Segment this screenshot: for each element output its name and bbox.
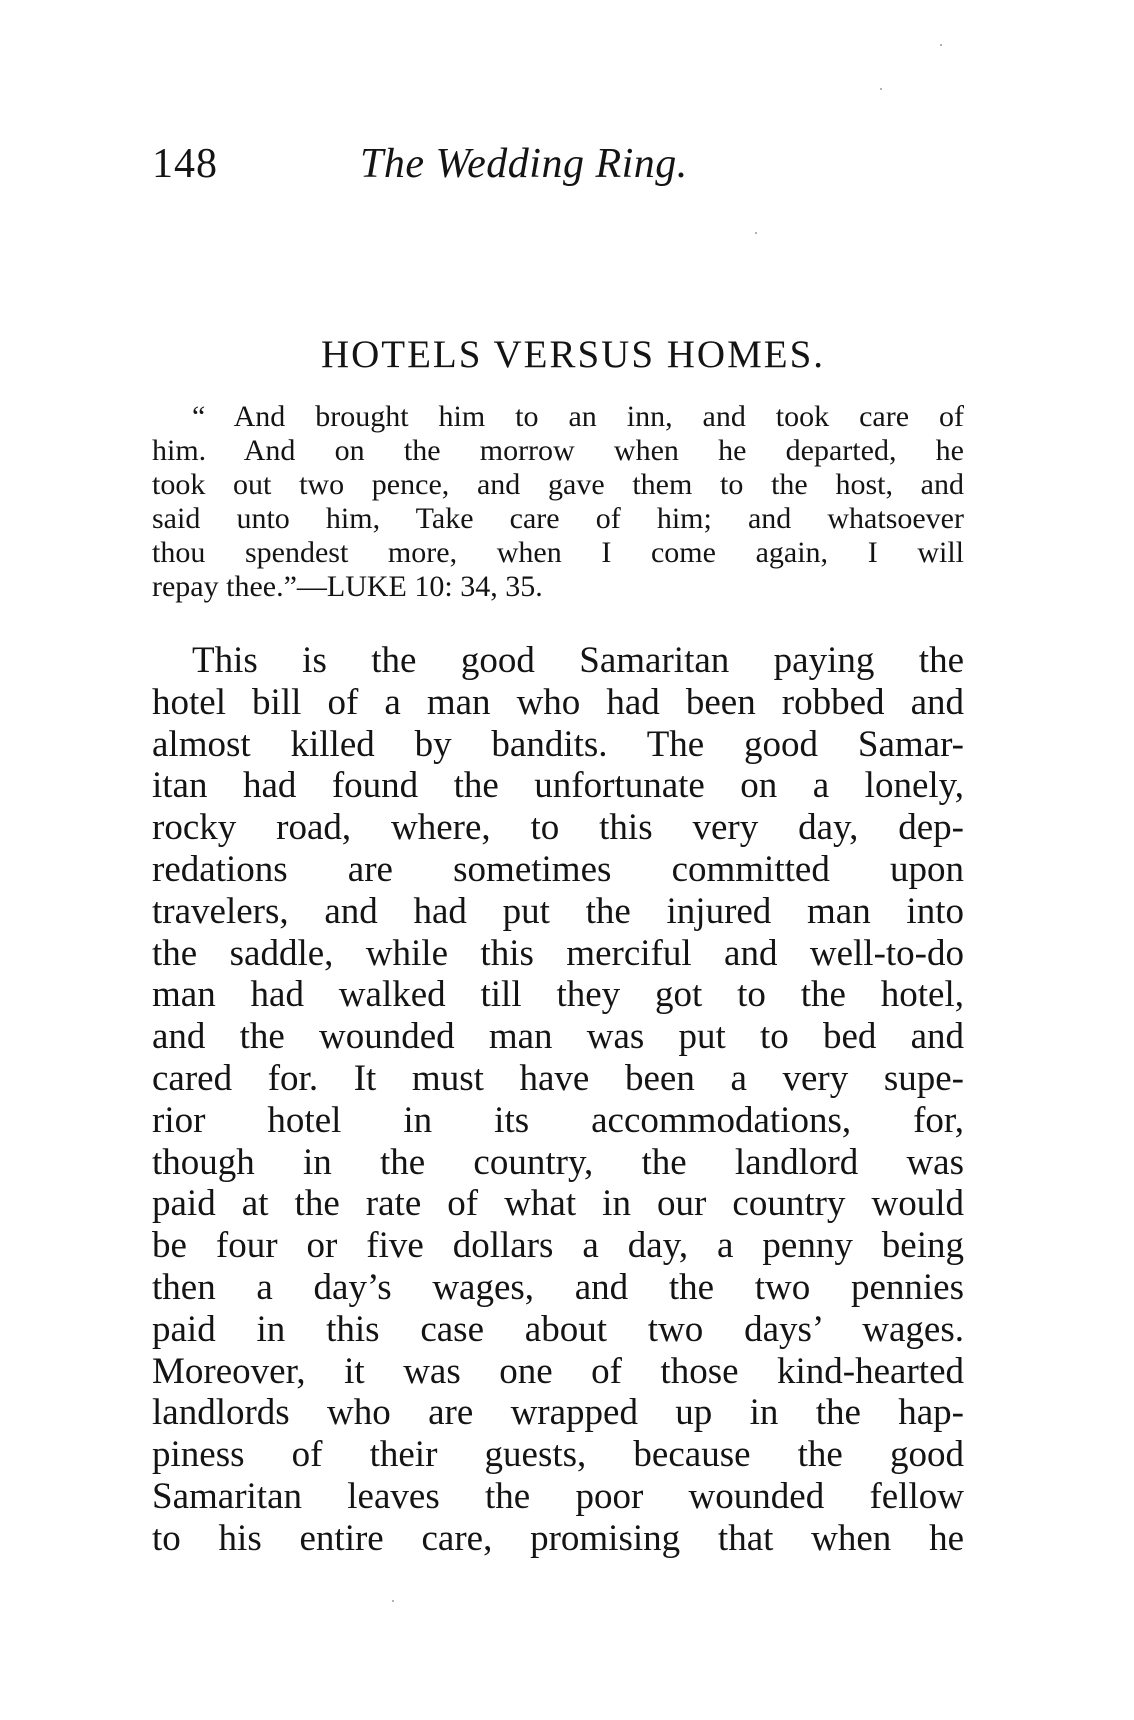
epigraph-line: thou spendest more, when I come again, I will (152, 536, 964, 569)
body-line: be four or five dollars a day, a penny being (152, 1225, 964, 1267)
epigraph (152, 400, 964, 604)
body-line: though in the country, the landlord was (152, 1141, 964, 1183)
body-paragraph (152, 640, 964, 1560)
body-line: paid in this case about two days’ wages. (152, 1308, 964, 1350)
page-number: 148 (152, 141, 218, 187)
scan-speck (940, 44, 942, 46)
body-line: Samaritan leaves the poor wounded fellow (152, 1475, 964, 1517)
page-header (152, 140, 972, 200)
body-line: and the wounded man was put to bed and (152, 1016, 964, 1058)
scan-speck (755, 232, 757, 234)
epigraph-line: “ And brought him to an inn, and took care of (192, 400, 964, 433)
body-line: paid at the rate of what in our country would (152, 1183, 964, 1225)
body-line: landlords who are wrapped up in the hap- (152, 1392, 964, 1434)
body-line: piness of their guests, because the good (152, 1434, 964, 1476)
body-line: to his entire care, promising that when he (152, 1517, 964, 1559)
running-title: The Wedding Ring. (360, 141, 688, 187)
epigraph-line: said unto him, Take care of him; and whatsoever (152, 502, 964, 535)
epigraph-line: him. And on the morrow when he departed, he (152, 434, 964, 467)
scan-speck (392, 1600, 394, 1602)
body-line: almost killed by bandits. The good Samar- (152, 723, 964, 765)
body-line: man had walked till they got to the hotel, (152, 974, 964, 1016)
body-line: rocky road, where, to this very day, dep- (152, 807, 964, 849)
body-line: itan had found the unfortunate on a lonely, (152, 765, 964, 807)
body-line: cared for. It must have been a very supe- (152, 1057, 964, 1099)
epigraph-line: repay thee.”—LUKE 10: 34, 35. (152, 570, 543, 603)
body-line: travelers, and had put the injured man into (152, 890, 964, 932)
body-line: then a day’s wages, and the two pennies (152, 1266, 964, 1308)
epigraph-line: took out two pence, and gave them to the host, and (152, 468, 964, 501)
body-line: Moreover, it was one of those kind-hearted (152, 1350, 964, 1392)
scan-speck (880, 88, 882, 90)
body-line: This is the good Samaritan paying the (192, 640, 964, 681)
body-line: rior hotel in its accommodations, for, (152, 1099, 964, 1141)
body-line: the saddle, while this merciful and well-to-do (152, 932, 964, 974)
body-line: redations are sometimes committed upon (152, 848, 964, 890)
chapter-title: HOTELS VERSUS HOMES. (320, 333, 826, 376)
body-line: hotel bill of a man who had been robbed and (152, 681, 964, 723)
